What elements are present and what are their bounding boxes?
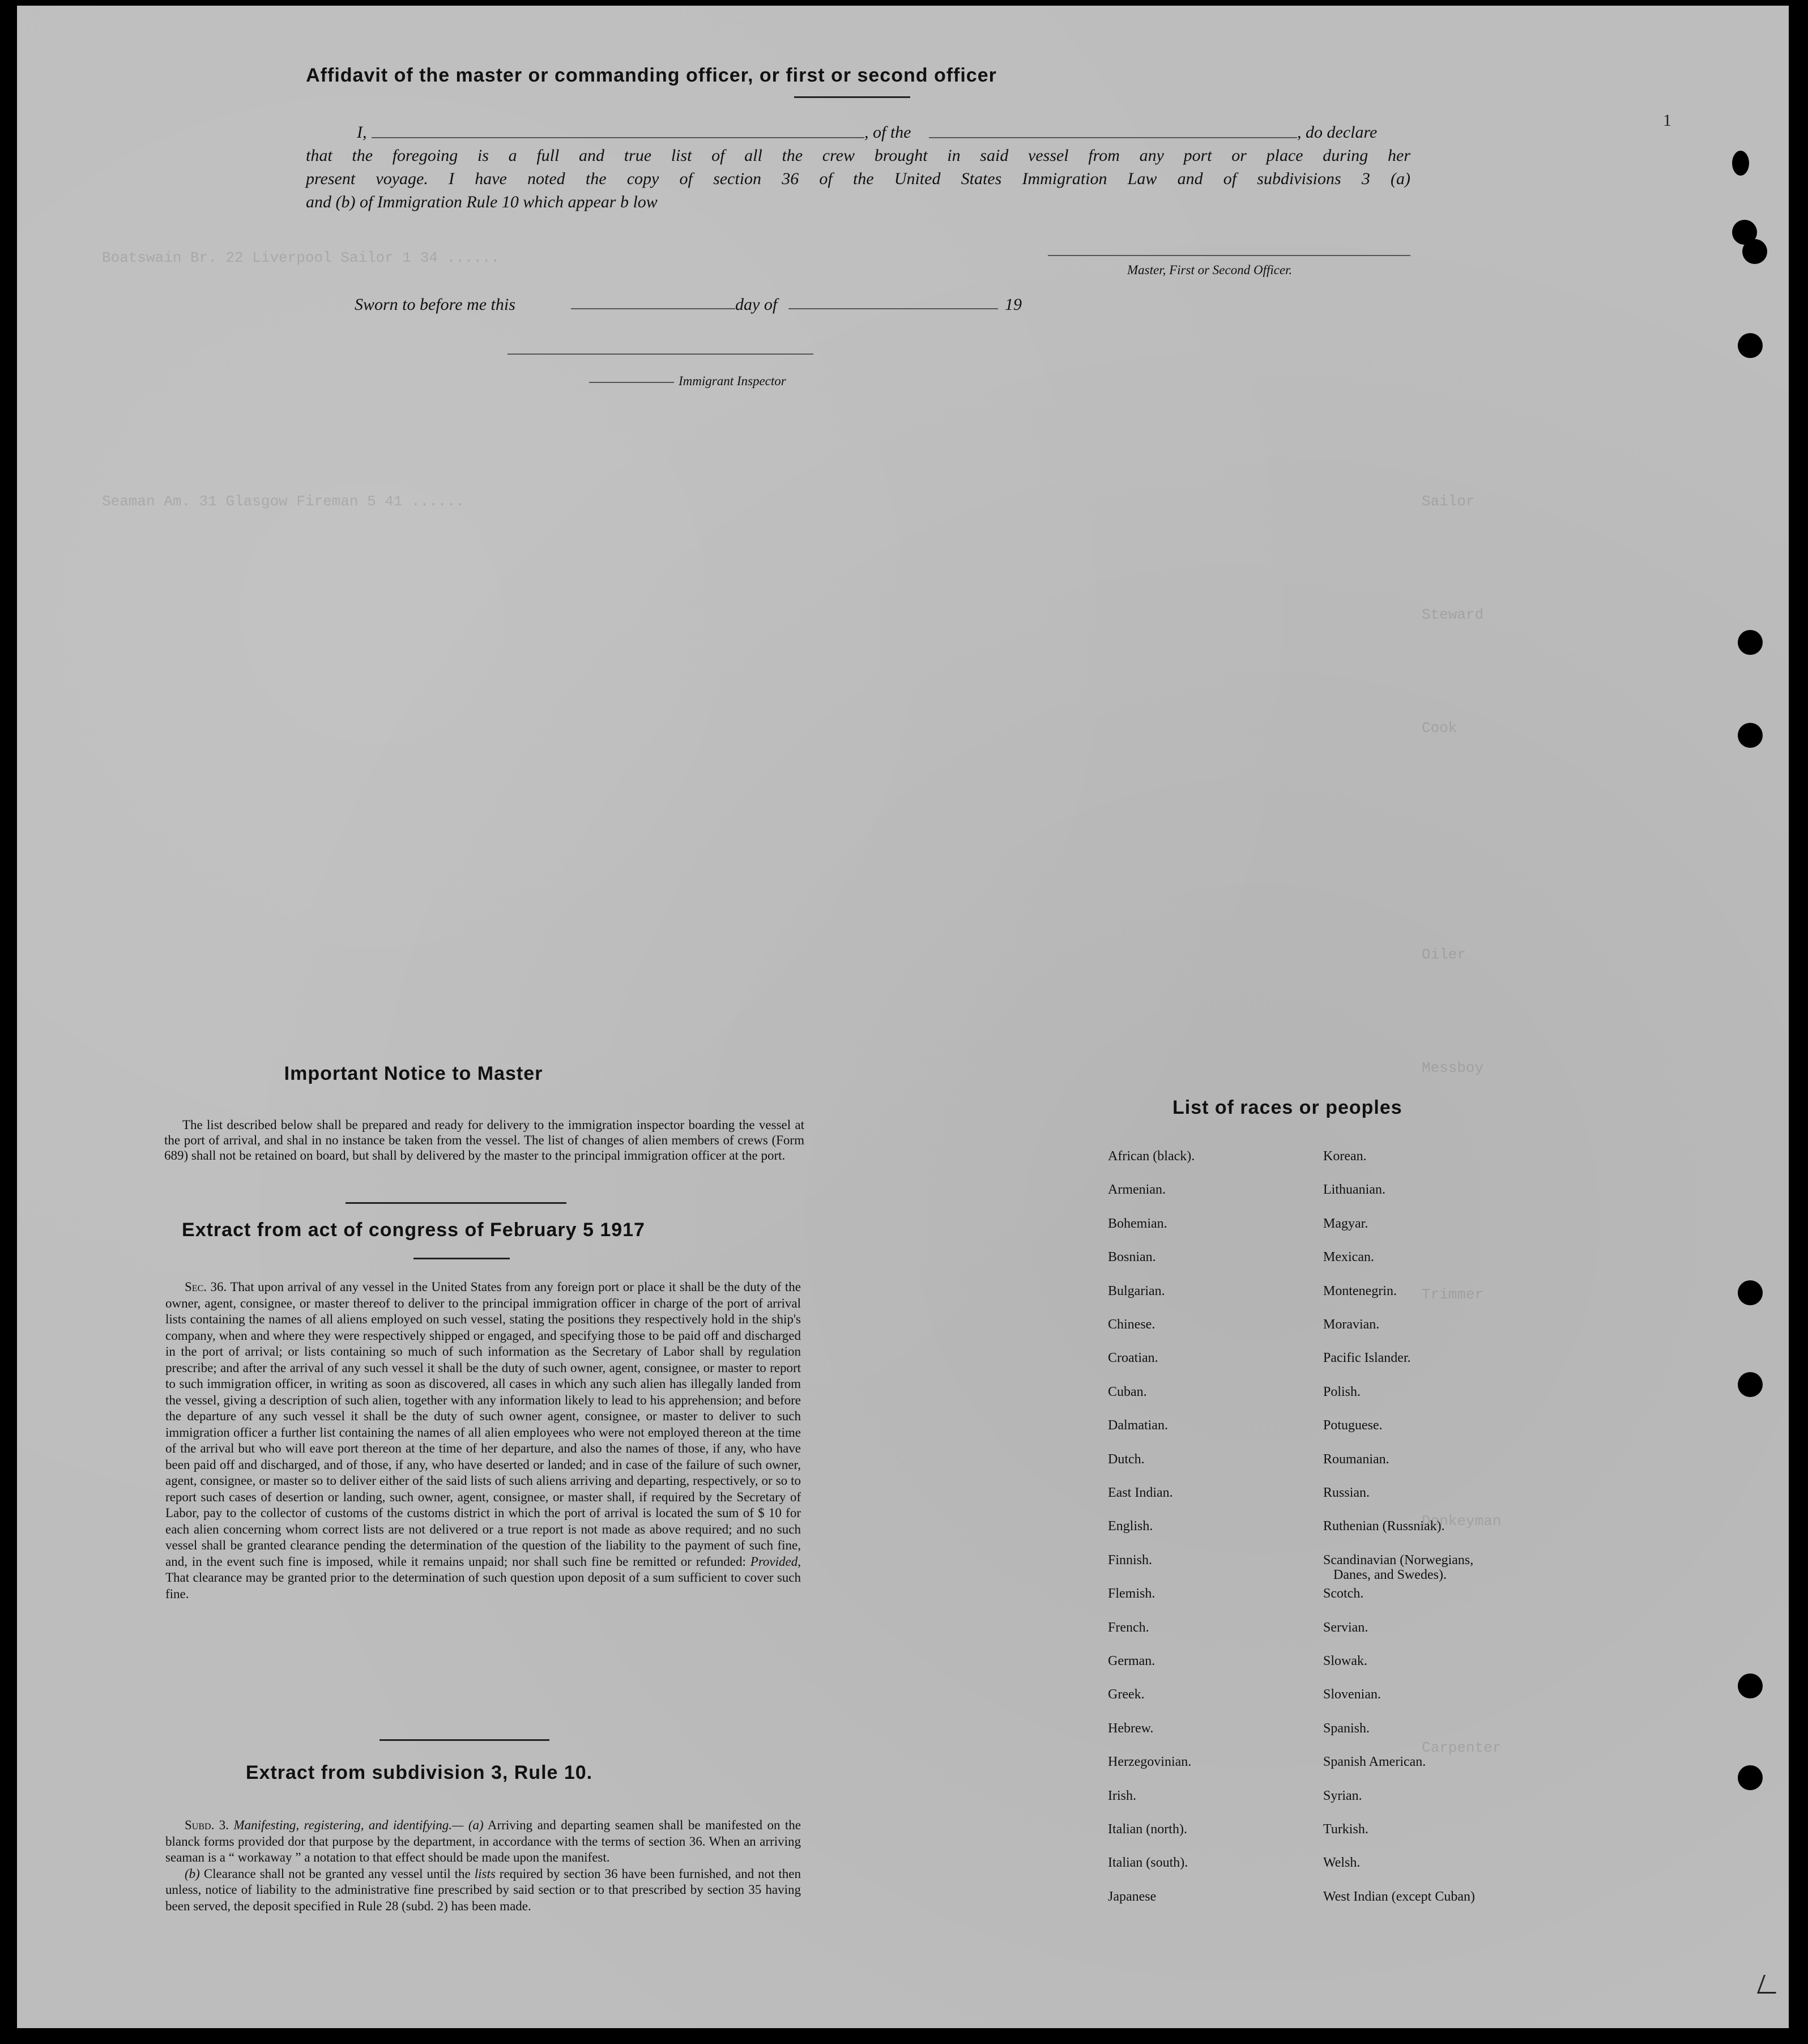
binder-hole xyxy=(1738,333,1763,358)
binder-hole xyxy=(1738,630,1763,655)
race-item: East Indian. xyxy=(1108,1485,1173,1500)
para-a xyxy=(165,1817,801,1866)
para-b-lists: lists xyxy=(474,1866,496,1881)
binder-hole xyxy=(1738,1673,1763,1698)
races-title: List of races or peoples xyxy=(1172,1097,1402,1118)
affidavit-title: Affidavit of the master or commanding officer, or first or second officer xyxy=(306,65,997,86)
corner-mark xyxy=(1757,1975,1783,1994)
race-item: Irish. xyxy=(1108,1788,1136,1803)
provided-label: Provided, xyxy=(750,1554,801,1569)
race-item: Greek. xyxy=(1108,1687,1145,1702)
race-item: Spanish American. xyxy=(1323,1755,1426,1770)
race-item: Slovenian. xyxy=(1323,1687,1381,1702)
race-item: Welsh. xyxy=(1323,1855,1361,1871)
race-item: Japanese xyxy=(1108,1889,1157,1904)
race-item: Servian. xyxy=(1323,1620,1368,1635)
affidavit-i-label: I, xyxy=(357,123,367,142)
affidavit-of-the-label: , of the xyxy=(864,123,911,142)
race-item: Syrian. xyxy=(1323,1788,1362,1803)
para-a-text: Arriving and departing seamen shall be manifested on the blanck forms provided dor that purpose by the department, in accordance with the terms of section 36. When an arriving seaman is a “ workaway ” a notation to that effect should be made upon the manifest. xyxy=(165,1818,801,1864)
notice-text: The list described below shall be prepared and ready for delivery to the immigration inspector boarding the vessel at the port of arrival, and shal in no instance be taken from the vessel. The list of changes of alien members of crews (Form 689) shall not be retained on board, but shall by delivered by the master to the principal immigration officer at the port. xyxy=(164,1118,804,1162)
notice-title: Important Notice to Master xyxy=(284,1063,543,1084)
binder-hole xyxy=(1742,239,1767,264)
act-extract-underline xyxy=(413,1258,510,1259)
race-item: Cuban. xyxy=(1108,1384,1147,1399)
race-item: West Indian (except Cuban) xyxy=(1323,1889,1475,1904)
race-item: Ruthenian (Russniak). xyxy=(1323,1519,1445,1534)
section-label: Sec. 36. xyxy=(185,1280,227,1294)
race-item: African (black). xyxy=(1108,1149,1195,1164)
race-item: Bosnian. xyxy=(1108,1250,1156,1265)
race-item: Russian. xyxy=(1323,1485,1370,1500)
act-extract-title: Extract from act of congress of February 5 1917 xyxy=(182,1219,645,1241)
race-item: Potuguese. xyxy=(1323,1418,1383,1433)
race-item: Flemish. xyxy=(1108,1586,1155,1602)
race-item: Scandinavian (Norwegians, xyxy=(1323,1552,1474,1568)
race-item: Polish. xyxy=(1323,1384,1361,1399)
race-item: Moravian. xyxy=(1323,1317,1380,1332)
race-item: Slowak. xyxy=(1323,1654,1367,1668)
sworn-day-of: day of xyxy=(735,295,778,314)
sworn-month-blank-line xyxy=(788,308,998,309)
race-item: English. xyxy=(1108,1519,1153,1534)
race-item: Croatian. xyxy=(1108,1351,1158,1366)
para-b-label: (b) xyxy=(185,1866,200,1881)
race-item: Bohemian. xyxy=(1108,1216,1167,1231)
affidavit-do-declare: , do declare xyxy=(1297,123,1378,142)
race-item: Finnish. xyxy=(1108,1552,1153,1568)
sworn-prefix: Sworn to before me this xyxy=(355,295,515,314)
race-item: Dutch. xyxy=(1108,1451,1145,1467)
para-b-text-1: Clearance shall not be granted any vessel until the xyxy=(203,1866,471,1881)
rule-subdivision-3-text xyxy=(165,1817,801,1914)
race-item: Pacific Islander. xyxy=(1323,1351,1411,1366)
subd-heading: Manifesting, registering, and identifying.— (a) xyxy=(233,1818,484,1832)
race-item: Lithuanian. xyxy=(1323,1182,1385,1198)
race-item: Turkish. xyxy=(1323,1822,1368,1837)
binder-hole xyxy=(1738,1765,1763,1790)
race-item: Armenian. xyxy=(1108,1182,1166,1198)
name-blank-line xyxy=(372,137,864,138)
manifest-back-page: Boatswain Br. 22 Liverpool Sailor 1 34 ...... Seaman Am. 31 Glasgow Fireman 5 41 ...... Sailor Steward Cook Oiler Messboy Trimmer Donkeyman Carpenter Affidavit of the master or commanding officer, or first or second officer I, , of the , do declare that the foregoing is a full and true list of all the crew brought in said vessel from any port or place during her present voyage. I have noted the copy of section 36 of the United States Immigration Law and of subdivisions 3 (a) and (b) of Immigration Rule 10 which appear b low Master, First or Second Officer. Sworn to before me this day of 19 Immigrant Inspector Important Notice to Master The list described below shall be prepared and ready for delivery to the immigration inspector boarding the vessel at the port of arrival, and shal in no instance be taken from the vessel. The list of changes of alien members of crews (Form 689) shall not be retained on board, but shall by delivered by the master to the principal immigration officer at the port. Extract from act of congress of February 5 1917 Sec. 36. That upon arrival of any vessel in the United States from any foreign port or place it shall be the duty of the owner, agent, consignee, or master thereof to deliver to the principal immigration officer in charge of the port of arrival lists containing the names of all aliens employed on such vessel, stating the positions they respectively hold in the ship's company, when and where they were respectively shipped or engaged, and specifying those to be paid off and discharged in the port of arrival; or lists containing so much of such information as the Secretary of Labor shall by regulation prescribe; and after the arrival of any such vessel it shall be the duty of such owner, agent, consignee, or master to report to such immigration officer, in writing as soon as discovered, all cases in which any such alien has illegally landed from the vessel, giving a description of such alien, together with any information likely to lead to his apprehension; and before the departure of any such vessel it shall be the duty of such owner agent, consignee, or master to deliver to such immigration officer a further list containing the names of all alien employees who were not employed thereon at the time of the arrival but who will eave port thereon at the time of her departure, and also the names of those, if any, who have been paid off and discharged, and of those, if any, who have deserted or landed; and in case of the failure of such owner, agent, consignee, or master so to deliver either of the said lists of such aliens arriving and departing, respectively, or so to report such cases of desertion or landing, such owner, agent, consignee, or master shall, if required by the Secretary of Labor, pay to the collector of customs of the customs district in which the port of arrival is located the sum of $ 10 for each alien concerning whom correct lists are not delivered or a true report is not made as above required; and no such vessel shall be granted clearance pending the determination of the question of the liability to the payment of such fine, and, in the event such fine is imposed, while it remains unpaid; nor shall such fine be remitted or refunded: Provided, That clearance may be granted prior to the determination of such question upon deposit of a sum sufficient to cover such fine. Extract from subdivision 3, Rule 10. Subd. 3. Manifesting, registering, and identifying.— (a) Arriving and departing seamen shall be manifested on the blanck forms provided dor that purpose by the department, in accordance with the terms of section 36. When an arriving seaman is a “ workaway ” a notation to that effect should be made upon the manifest. (b) Clearance shall not be granted any vessel until the lists required by section 36 have been furnished, and not then unless, notice of liability to the administrative fine prescribed by said section or to that prescribed by section 35 having been served, the deposit specified in Rule 28 (subd. 2) has been made. List of races or peoples African (black). Armenian. Bohemian. Bosnian. Bulgarian. Chinese. Croatian. Cuban. Dalmatian. Dutch. East Indian. English. Finnish. Flemish. French. German. Greek. Hebrew. Herzegovinian. Irish. Italian (north). Italian (south). Japanese Korean. Lithuanian. Magyar. Mexican. Montenegrin. Moravian. Pacific Islander. Polish. Potuguese. Roumanian. Russian. Ruthenian (Russniak). Scandinavian (Norwegians, Danes, and Swedes). Scotch. Servian. Slowak. Slovenian. Spanish. Spanish American. Syrian. Turkish. Welsh. West Indian (except Cuban) 1 xyxy=(17,6,1789,2028)
act-divider xyxy=(379,1739,549,1741)
race-item: Scotch. xyxy=(1323,1586,1364,1602)
section-36-body: That upon arrival of any vessel in the United States from any foreign port or place it shall be the duty of the owner, agent, consignee, or master thereof to deliver to the principal immigration officer in charge of the port of arrival lists containing the names of all aliens employed on such vessel, stating the positions they respectively hold in the ship's company, when and where they were respectively shipped or engaged, and specifying those to be paid off and discharged in the port of arrival; or lists containing so much of such information as the Secretary of Labor shall by regulation prescribe; and after the arrival of any such vessel it shall be the duty of such owner, agent, consignee, or master to report to such immigration officer, in writing as soon as discovered, all cases in which any such alien has illegally landed from the vessel, giving a description of such alien, together with any information likely to lead to his apprehension; and before the departure of any such vessel it shall be the duty of such owner agent, consignee, or master to deliver to such immigration officer a further list containing the names of all alien employees who were not employed thereon at the time of the arrival but who will eave port thereon at the time of her departure, and also the names of those, if any, who have been paid off and discharged, and of those, if any, who have deserted or landed; and in case of the failure of such owner, agent, consignee, or master so to deliver either of the said lists of such aliens arriving and departing, respectively, or so to report such cases of desertion or landing, such owner, agent, consignee, or master shall, if required by the Secretary of Labor, pay to the collector of customs of the customs district in which the port of arrival is located the sum of $ 10 for each alien concerning whom correct lists are not delivered or a true report is not made as above required; and no such vessel shall be granted clearance pending the determination of the question of the liability to the payment of such fine, and, in the event such fine is imposed, while it remains unpaid; nor shall such fine be remitted or refunded: xyxy=(165,1280,801,1569)
race-item: Korean. xyxy=(1323,1149,1367,1164)
race-item: Hebrew. xyxy=(1108,1721,1154,1736)
para-b-text-2: required by section 36 have been furnished, and not then unless, notice of liability to the administrative fine prescribed by said section or to that prescribed by section 35 having been served, the deposit specified in Rule 28 (subd. 2) has been made. xyxy=(165,1866,801,1913)
race-item: Chinese. xyxy=(1108,1317,1155,1332)
race-item: Roumanian. xyxy=(1323,1451,1389,1467)
binder-hole xyxy=(1738,1372,1763,1397)
section-36-end: That clearance may be granted prior to the determination of such question upon deposit of a sum sufficient to cover such fine. xyxy=(165,1570,801,1601)
race-item: Danes, and Swedes). xyxy=(1333,1567,1447,1582)
subd-label: Subd. 3. xyxy=(185,1818,229,1832)
race-item: Herzegovinian. xyxy=(1108,1755,1192,1770)
inspector-caption: Immigrant Inspector xyxy=(679,374,786,388)
race-item: Dalmatian. xyxy=(1108,1418,1168,1433)
binder-hole xyxy=(1732,151,1749,176)
race-item: Magyar. xyxy=(1323,1216,1368,1231)
binder-hole xyxy=(1738,723,1763,748)
act-section-36-text xyxy=(165,1279,801,1602)
inspector-signature-line xyxy=(508,354,813,355)
binder-hole xyxy=(1738,1280,1763,1305)
race-item: Spanish. xyxy=(1323,1721,1370,1736)
affidavit-line-4: and (b) of Immigration Rule 10 which appear b low xyxy=(306,193,658,211)
sworn-year-prefix: 19 xyxy=(1005,295,1022,314)
race-item: Italian (north). xyxy=(1108,1822,1187,1837)
race-item: German. xyxy=(1108,1654,1155,1668)
affidavit-line-3: present voyage. I have noted the copy of section 36 of the United States Immigration Law and of subdivisions 3 (a) xyxy=(306,169,1410,188)
inspector-short-line xyxy=(589,382,674,383)
rule-extract-title: Extract from subdivision 3, Rule 10. xyxy=(245,1762,593,1783)
race-item: French. xyxy=(1108,1620,1149,1635)
sworn-day-blank-line xyxy=(571,308,735,309)
master-signature-line xyxy=(1048,255,1410,256)
master-signature-caption: Master, First or Second Officer. xyxy=(1127,263,1293,277)
para-b xyxy=(165,1866,801,1915)
race-item: Montenegrin. xyxy=(1323,1283,1397,1298)
race-item: Italian (south). xyxy=(1108,1855,1188,1871)
affidavit-line-2: that the foregoing is a full and true list of all the crew brought in said vessel from any port or place during her xyxy=(306,146,1410,165)
notice-divider xyxy=(346,1202,566,1204)
vessel-blank-line xyxy=(929,137,1297,138)
title-underline xyxy=(794,96,910,98)
race-item: Bulgarian. xyxy=(1108,1283,1165,1298)
margin-mark: 1 xyxy=(1663,111,1671,130)
race-item: Mexican. xyxy=(1323,1250,1374,1265)
